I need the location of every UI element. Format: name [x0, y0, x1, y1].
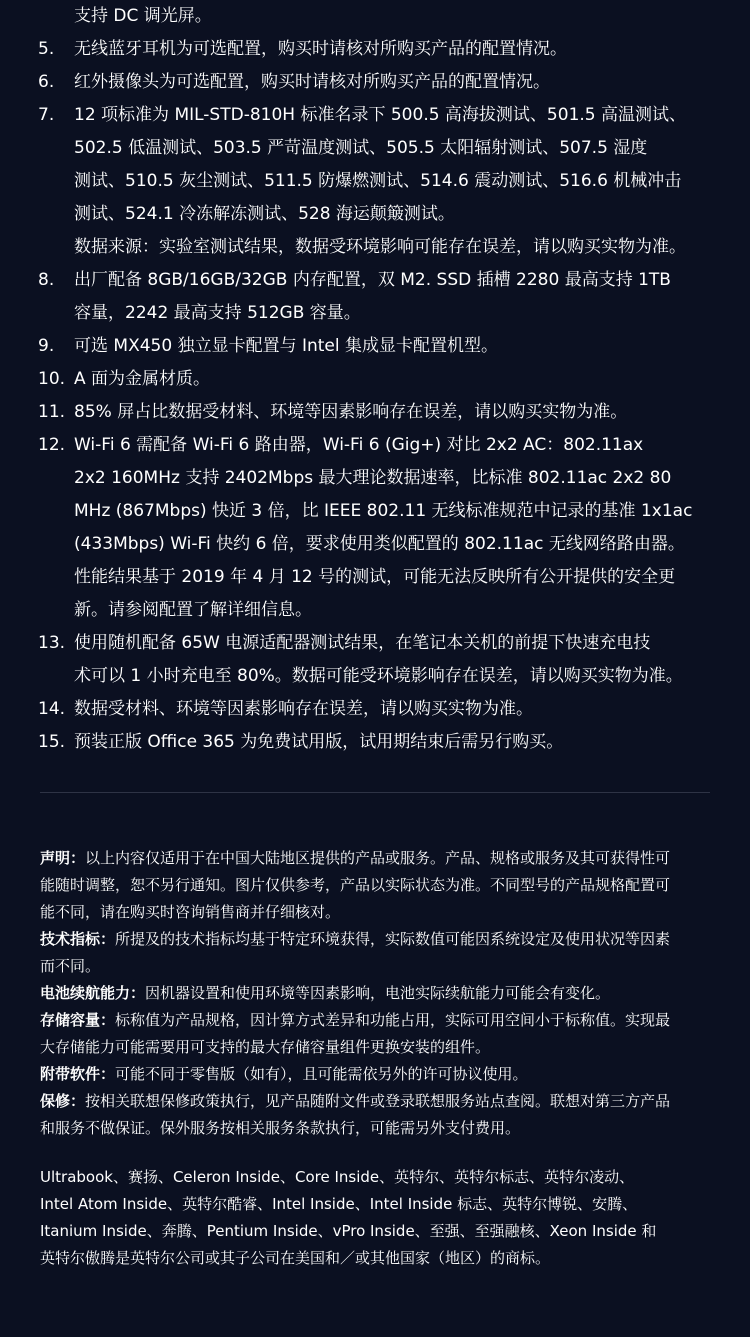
footnote-number: 8. — [38, 270, 55, 290]
warranty-line — [40, 1088, 720, 1115]
footnote-text — [74, 330, 728, 363]
disclaimer-line: 能不同，请在购买时咨询销售商并仔细核对。 — [40, 903, 341, 921]
footnote-7 — [38, 99, 728, 264]
footnote-line: 新。请参阅配置了解详细信息。 — [74, 600, 312, 620]
footnote-number: 9. — [38, 336, 55, 356]
footnote-line: 出厂配备 8GB/16GB/32GB 内存配置，双 M2. SSD 插槽 2280 最高支持 1TB — [74, 270, 671, 290]
footnote-text — [74, 429, 728, 627]
trademark-line: Intel Atom Inside、英特尔酷睿、Intel Inside、Intel Inside 标志、英特尔博锐、安腾、 — [40, 1195, 638, 1213]
footnotes-list — [38, 0, 728, 759]
trademark-line: 英特尔傲腾是英特尔公司或其子公司在美国和／或其他国家（地区）的商标。 — [40, 1249, 551, 1267]
disclaimer-line — [40, 845, 720, 872]
footnote-line: 性能结果基于 2019 年 4 月 12 号的测试，可能无法反映所有公开提供的安全更 — [74, 567, 676, 587]
warranty-line: 和服务不做保证。保外服务按相关服务条款执行，可能需另外支付费用。 — [40, 1119, 521, 1137]
footnote-number: 10. — [38, 369, 66, 389]
trademark-line: Ultrabook、赛扬、Celeron Inside、Core Inside、英特尔、英特尔标志、英特尔凌动、 — [40, 1168, 635, 1186]
footnote-continuation: 支持 DC 调光屏。 — [74, 6, 212, 26]
footnote-15 — [38, 726, 728, 759]
footnote-11 — [38, 396, 728, 429]
legal-statements — [40, 845, 720, 1142]
footnote-number: 6. — [38, 72, 55, 92]
trademark-line: Itanium Inside、奔腾、Pentium Inside、vPro Inside、至强、至强融核、Xeon Inside 和 — [40, 1222, 657, 1240]
trademark-notice — [40, 1164, 720, 1272]
footnote-line: 使用随机配备 65W 电源适配器测试结果，在笔记本关机的前提下快速充电技 — [74, 633, 651, 653]
footnote-text — [74, 33, 728, 66]
footnote-line: 容量，2242 最高支持 512GB 容量。 — [74, 303, 361, 323]
footnote-line: 红外摄像头为可选配置，购买时请核对所购买产品的配置情况。 — [74, 72, 550, 92]
software-label: 附带软件： — [40, 1065, 116, 1083]
footnote-14 — [38, 693, 728, 726]
footnote-number: 14. — [38, 699, 66, 719]
footnote-line: 数据来源：实验室测试结果，数据受环境影响可能存在误差，请以购买实物为准。 — [74, 237, 686, 257]
battery-line — [40, 980, 720, 1007]
footnote-line: 502.5 低温测试、503.5 严苛温度测试、505.5 太阳辐射测试、507.5 湿度 — [74, 138, 648, 158]
footnote-line: 术可以 1 小时充电至 80%。数据可能受环境影响存在误差，请以购买实物为准。 — [74, 666, 683, 686]
footnote-line: 可选 MX450 独立显卡配置与 Intel 集成显卡配置机型。 — [74, 336, 499, 356]
footnote-line: 2x2 160MHz 支持 2402Mbps 最大理论数据速率，比标准 802.11ac 2x2 80 — [74, 468, 672, 488]
tech-spec-line — [40, 926, 720, 953]
footnote-line: 12 项标准为 MIL-STD-810H 标准名录下 500.5 高海拔测试、501.5 高温测试、 — [74, 105, 687, 125]
footnote-line: 预装正版 Office 365 为免费试用版，试用期结束后需另行购买。 — [74, 732, 564, 752]
footnote-text — [74, 726, 728, 759]
warranty-label: 保修： — [40, 1092, 86, 1110]
tech-spec-line: 而不同。 — [40, 957, 101, 975]
footnote-number: 15. — [38, 732, 66, 752]
footnote-line: 无线蓝牙耳机为可选配置，购买时请核对所购买产品的配置情况。 — [74, 39, 567, 59]
footnote-12 — [38, 429, 728, 627]
footnote-line: 测试、524.1 冷冻解冻测试、528 海运颠簸测试。 — [74, 204, 455, 224]
storage-line: 大存储能力可能需要用可支持的最大存储容量组件更换安装的组件。 — [40, 1038, 491, 1056]
disclaimer-text: 以上内容仅适用于在中国大陆地区提供的产品或服务。产品、规格或服务及其可获得性可 — [85, 849, 671, 867]
tech-spec-label: 技术指标： — [40, 930, 116, 948]
battery-text: 因机器设置和使用环境等因素影响，电池实际续航能力可能会有变化。 — [145, 984, 611, 1002]
footnote-6 — [38, 66, 728, 99]
footnote-text — [74, 693, 728, 726]
footnote-text — [74, 99, 728, 264]
footnote-line: A 面为金属材质。 — [74, 369, 211, 389]
footnote-line: 85% 屏占比数据受材料、环境等因素影响存在误差，请以购买实物为准。 — [74, 402, 628, 422]
warranty-text: 按相关联想保修政策执行，见产品随附文件或登录联想服务站点查阅。联想对第三方产品 — [85, 1092, 671, 1110]
footnote-text — [74, 363, 728, 396]
disclaimer-line: 能随时调整，恕不另行通知。图片仅供参考，产品以实际状态为准。不同型号的产品规格配置可 — [40, 876, 671, 894]
footnote-number: 7. — [38, 105, 55, 125]
footnote-line: MHz (867Mbps) 快近 3 倍，比 IEEE 802.11 无线标准规范中记录的基准 1x1ac — [74, 501, 693, 521]
software-text: 可能不同于零售版（如有），且可能需依另外的许可协议使用。 — [115, 1065, 528, 1083]
footnote-number: 5. — [38, 39, 55, 59]
footnote-number: 11. — [38, 402, 66, 422]
footnote-13 — [38, 627, 728, 693]
footnote-text — [74, 66, 728, 99]
footnote-number: 13. — [38, 633, 66, 653]
footnote-10 — [38, 363, 728, 396]
software-line — [40, 1061, 720, 1088]
footnote-line: 数据受材料、环境等因素影响存在误差，请以购买实物为准。 — [74, 699, 533, 719]
battery-label: 电池续航能力： — [40, 984, 146, 1002]
footnote-text — [74, 264, 728, 330]
disclaimer-label: 声明： — [40, 849, 86, 867]
footnote-8 — [38, 264, 728, 330]
footnote-text — [74, 396, 728, 429]
footnote-9 — [38, 330, 728, 363]
footnote-5 — [38, 33, 728, 66]
footnote-line: (433Mbps) Wi-Fi 快约 6 倍，要求使用类似配置的 802.11ac 无线网络路由器。 — [74, 534, 685, 554]
footnote-number: 12. — [38, 435, 66, 455]
section-divider — [40, 792, 710, 793]
storage-text: 标称值为产品规格，因计算方式差异和功能占用，实际可用空间小于标称值。实现最 — [115, 1011, 671, 1029]
footnote-line: 测试、510.5 灰尘测试、511.5 防爆燃测试、514.6 震动测试、516.6 机械冲击 — [74, 171, 682, 191]
footnote-line: Wi-Fi 6 需配备 Wi-Fi 6 路由器，Wi-Fi 6 (Gig+) 对比 2x2 AC：802.11ax — [74, 435, 644, 455]
storage-line — [40, 1007, 720, 1034]
storage-label: 存储容量： — [40, 1011, 116, 1029]
tech-spec-text: 所提及的技术指标均基于特定环境获得，实际数值可能因系统设定及使用状况等因素 — [115, 930, 671, 948]
footnote-text — [74, 627, 728, 693]
